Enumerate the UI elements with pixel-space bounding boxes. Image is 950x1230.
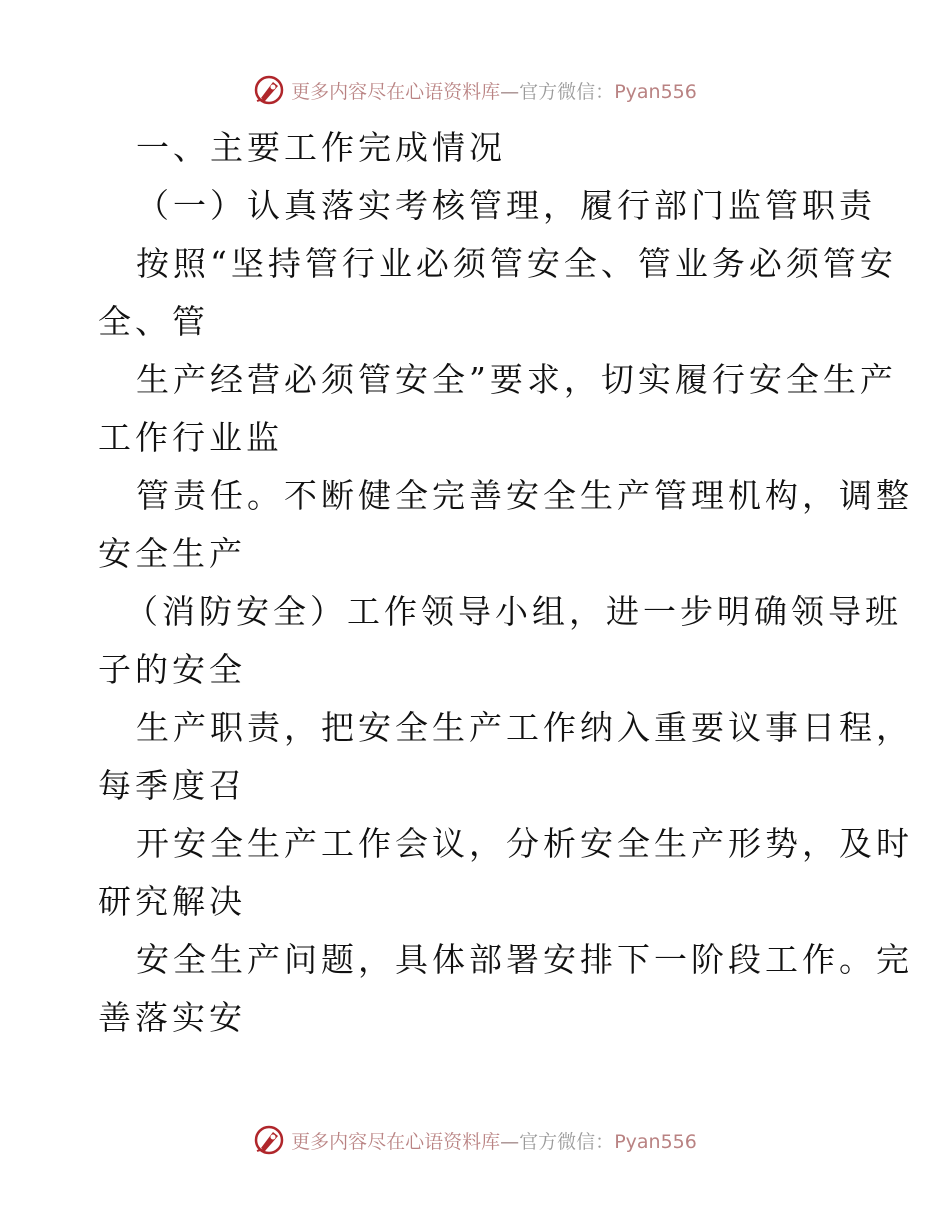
subsection-heading: （一）认真落实考核管理，履行部门监管职责 <box>136 186 876 225</box>
pen-nib-logo-icon <box>253 74 285 106</box>
banner-wechat-id: Pyan556 <box>614 1130 697 1153</box>
banner-text <box>291 1127 697 1154</box>
paragraph-line: 生产经营必须管安全”要求，切实履行安全生产 <box>136 360 897 399</box>
banner-brand: 更多内容尽在心语资料库 <box>291 80 501 103</box>
paragraph-line: 研究解决 <box>98 882 246 921</box>
paragraph-line: （消防安全）工作领导小组，进一步明确领导班 <box>125 592 902 631</box>
paragraph-line: 开安全生产工作会议，分析安全生产形势，及时 <box>136 824 913 863</box>
header-banner <box>0 70 950 110</box>
paragraph-line: 工作行业监 <box>98 418 283 457</box>
paragraph-line: 安全生产 <box>98 534 246 573</box>
banner-wechat-id: Pyan556 <box>614 80 697 103</box>
banner-dash: — <box>500 1130 520 1153</box>
banner-wechat-label: 官方微信： <box>519 1130 615 1153</box>
paragraph-line: 按照“坚持管行业必须管安全、管业务必须管安 <box>136 244 897 283</box>
paragraph-line: 子的安全 <box>98 650 246 689</box>
paragraph-line: 每季度召 <box>98 766 246 805</box>
section-heading: 一、主要工作完成情况 <box>136 128 506 167</box>
paragraph-line: 善落实安 <box>98 998 246 1037</box>
banner-wechat-label: 官方微信： <box>519 80 615 103</box>
footer-banner <box>0 1120 950 1160</box>
paragraph-line: 全、管 <box>98 302 209 341</box>
paragraph-line: 管责任。不断健全完善安全生产管理机构，调整 <box>136 476 913 515</box>
pen-nib-logo-icon <box>253 1124 285 1156</box>
paragraph-line: 生产职责，把安全生产工作纳入重要议事日程， <box>136 708 913 747</box>
paragraph-line: 安全生产问题，具体部署安排下一阶段工作。完 <box>136 940 913 979</box>
banner-brand: 更多内容尽在心语资料库 <box>291 1130 501 1153</box>
banner-dash: — <box>500 80 520 103</box>
banner-text <box>291 77 697 104</box>
